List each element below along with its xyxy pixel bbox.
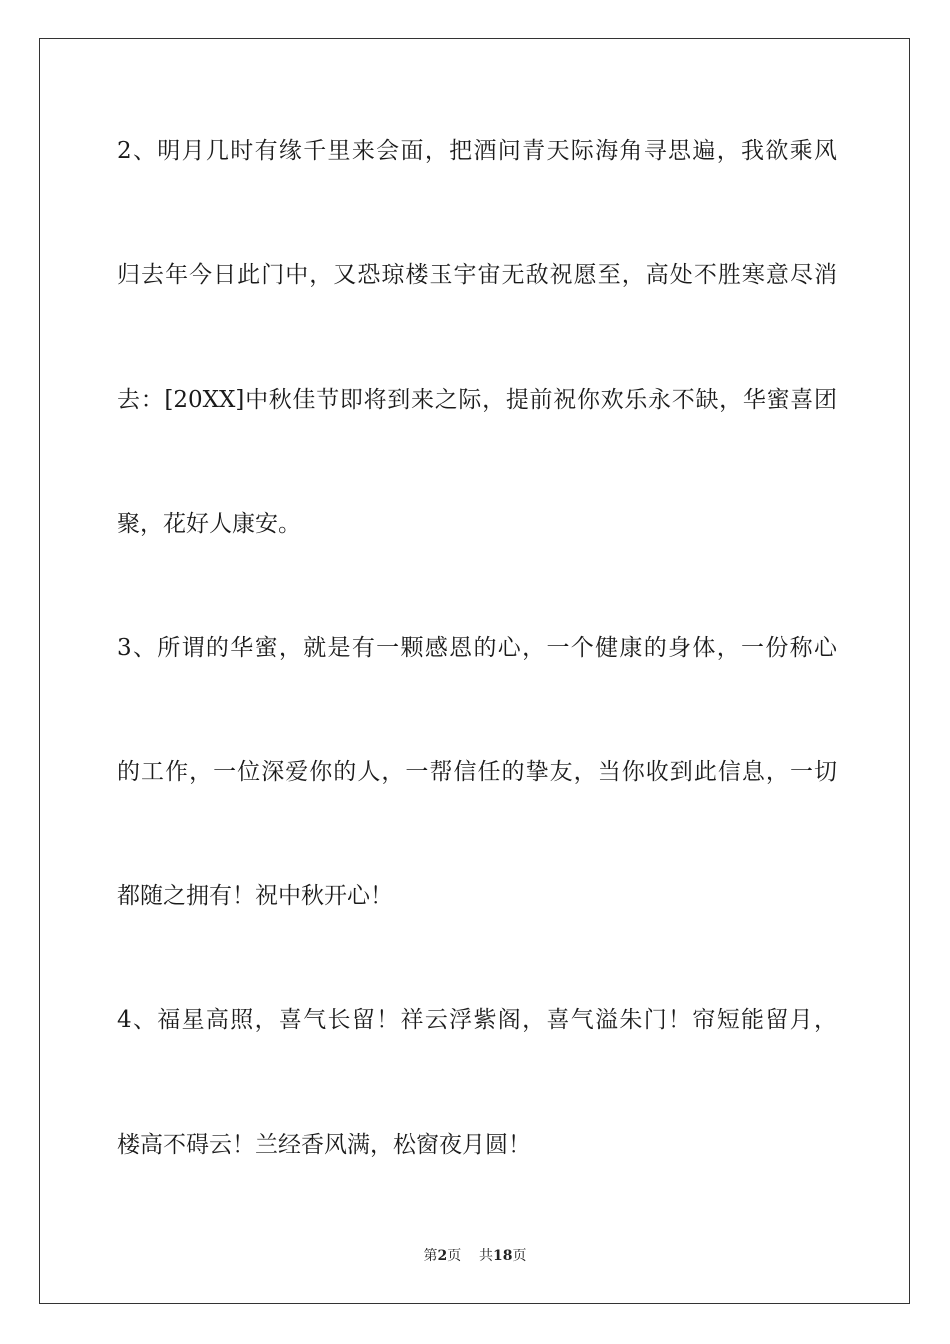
paragraph-2-line-2: 归去年今日此门中，又恐琼楼玉宇宙无敌祝愿至，高处不胜寒意尽消 <box>117 262 837 288</box>
total-label-prefix: 共 <box>479 1248 494 1264</box>
paragraph-3-line-1: 3、所谓的华蜜，就是有一颗感恩的心，一个健康的身体，一份称心 <box>117 635 837 661</box>
total-page-count: 18 <box>493 1248 513 1264</box>
paragraph-3-line-3: 都随之拥有！祝中秋开心！ <box>117 883 393 909</box>
page-footer <box>0 1246 950 1266</box>
paragraph-2-line-1: 2、明月几时有缘千里来会面，把酒问青天际海角寻思遍，我欲乘风 <box>117 138 837 164</box>
paragraph-2-line-4: 聚，花好人康安。 <box>117 511 301 537</box>
paragraph-4-line-1: 4、福星高照，喜气长留！祥云浮紫阁，喜气溢朱门！帘短能留月， <box>117 1007 837 1033</box>
total-label-suffix: 页 <box>512 1248 527 1264</box>
current-page-number: 2 <box>437 1248 448 1264</box>
paragraph-4-line-2: 楼高不碍云！兰经香风满，松窗夜月圆！ <box>117 1132 531 1158</box>
page-border <box>39 38 910 1304</box>
page-label-prefix: 第 <box>423 1248 438 1264</box>
paragraph-2-line-3: 去：[20XX]中秋佳节即将到来之际，提前祝你欢乐永不缺，华蜜喜团 <box>117 387 837 413</box>
paragraph-3-line-2: 的工作，一位深爱你的人，一帮信任的挚友，当你收到此信息，一切 <box>117 759 837 785</box>
page-label-suffix: 页 <box>447 1248 462 1264</box>
